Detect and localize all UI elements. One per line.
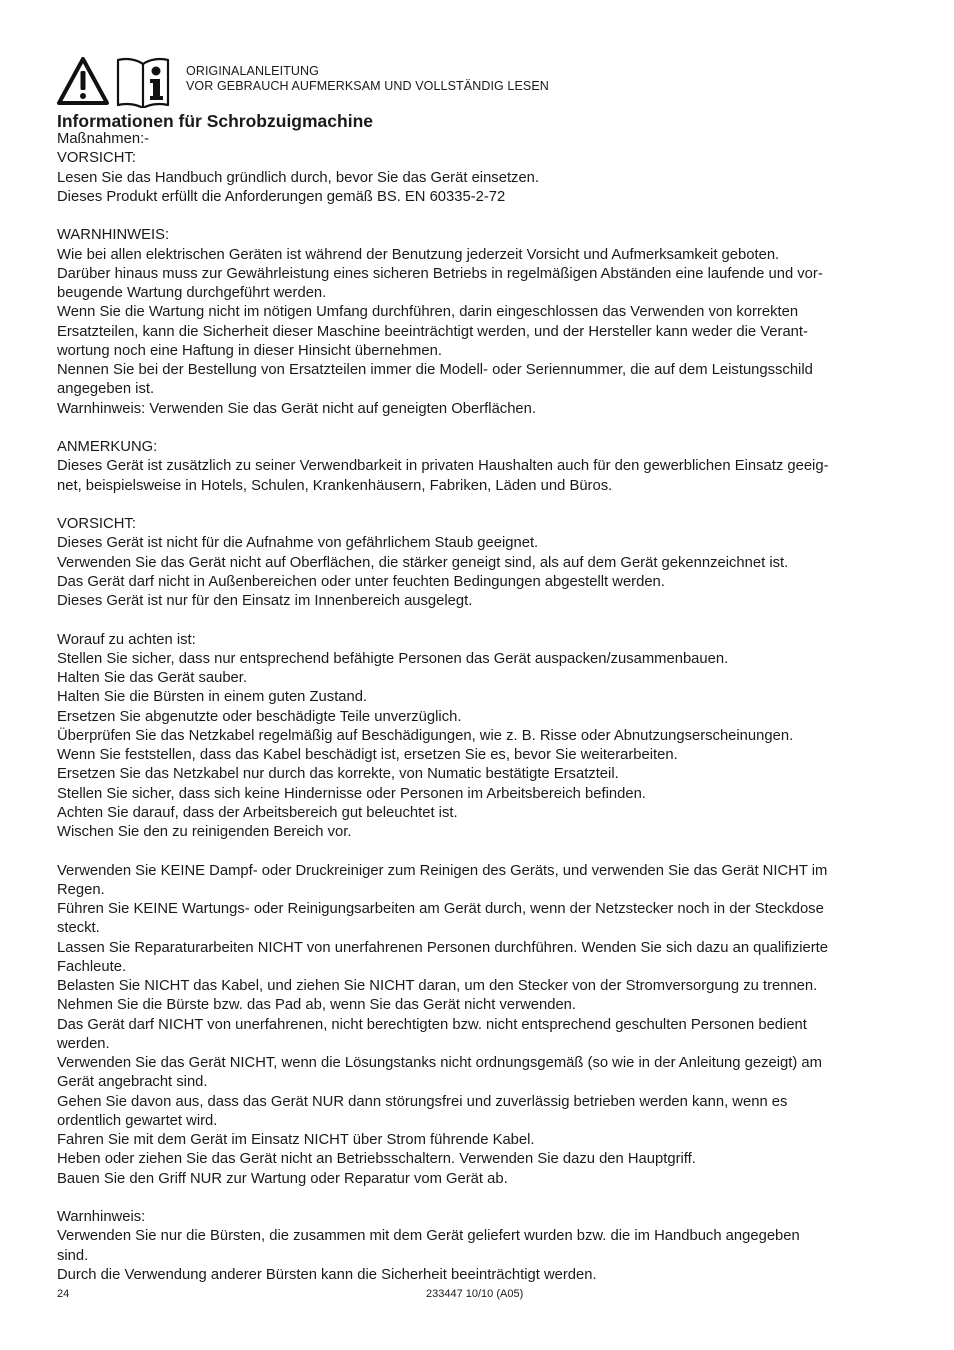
- text-line: Verwenden Sie das Gerät nicht auf Oberflächen, die stärker geneigt sind, als auf dem Gerät gekennzeichnet ist.: [57, 554, 789, 571]
- text-line: Warnhinweis: Verwenden Sie das Gerät nicht auf geneigten Oberflächen.: [57, 400, 536, 417]
- paragraph-gap: [57, 1189, 902, 1208]
- paragraph-gap: [57, 611, 902, 630]
- text-line: Regen.: [57, 881, 105, 898]
- manual-info-icon: [114, 56, 172, 108]
- text-line: Dieses Produkt erfüllt die Anforderungen gemäß BS. EN 60335-2-72: [57, 188, 506, 205]
- text-line: WARNHINWEIS:: [57, 227, 170, 244]
- text-line: Gehen Sie davon aus, dass das Gerät NUR dann störungsfrei und zuverlässig betrieben werden kann, wenn es: [57, 1093, 788, 1110]
- text-line: Heben oder ziehen Sie das Gerät nicht an Betriebsschaltern. Verwenden Sie dazu den Hauptgriff.: [57, 1151, 696, 1168]
- text-line: Verwenden Sie KEINE Dampf- oder Druckreiniger zum Reinigen des Geräts, und verwenden Sie das Gerät NICHT im: [57, 862, 828, 879]
- text-line: Durch die Verwendung anderer Bürsten kann die Sicherheit beeinträchtigt werden.: [57, 1266, 597, 1283]
- text-line: Wischen Sie den zu reinigenden Bereich vor.: [57, 824, 352, 840]
- text-line: Halten Sie das Gerät sauber.: [57, 670, 248, 686]
- text-line: Das Gerät darf NICHT von unerfahrenen, nicht berechtigten bzw. nicht entsprechend geschulten Personen bedient: [57, 1016, 807, 1033]
- text-line: Ersetzen Sie das Netzkabel nur durch das korrekte, von Numatic bestätigte Ersatzteil.: [57, 766, 619, 783]
- text-line: Dieses Gerät ist zusätzlich zu seiner Verwendbarkeit in privaten Haushalten auch für den gewerblichen Einsatz geeig-: [57, 458, 829, 475]
- text-line: Gerät angebracht sind.: [57, 1074, 208, 1091]
- text-line: Lassen Sie Reparaturarbeiten NICHT von unerfahrenen Personen durchführen. Wenden Sie sich dazu an qualifizierte: [57, 939, 828, 956]
- text-line: Warnhinweis:: [57, 1209, 146, 1225]
- text-line: Stellen Sie sicher, dass sich keine Hindernisse oder Personen im Arbeitsbereich befinden.: [57, 785, 646, 802]
- text-line: Nehmen Sie die Bürste bzw. das Pad ab, wenn Sie das Gerät nicht verwenden.: [57, 997, 577, 1014]
- text-line: Achten Sie darauf, dass der Arbeitsbereich gut beleuchtet ist.: [57, 804, 458, 821]
- text-line: Dieses Gerät ist nur für den Einsatz im Innenbereich ausgelegt.: [57, 593, 473, 609]
- text-line: angegeben ist.: [57, 381, 155, 398]
- text-line: VORSICHT:: [57, 150, 136, 167]
- paragraph-gap: [57, 419, 902, 438]
- text-line: Fachleute.: [57, 958, 127, 975]
- header-line-1: ORIGINALANLEITUNG: [186, 64, 319, 78]
- instructions-body: [57, 130, 902, 1285]
- page-number: 24: [57, 1288, 70, 1300]
- text-line: Nennen Sie bei der Bestellung von Ersatzteilen immer die Modell- oder Seriennummer, die auf dem Leistungsschild: [57, 362, 813, 378]
- text-line: Überprüfen Sie das Netzkabel regelmäßig auf Beschädigungen, wie z. B. Risse oder Abnutzungserscheinungen.: [57, 727, 794, 744]
- text-line: beugende Wartung durchgeführt werden.: [57, 285, 327, 301]
- paragraph-gap: [57, 842, 902, 861]
- header-notice: [186, 64, 686, 94]
- text-line: VORSICHT:: [57, 516, 136, 532]
- header-line-2: VOR GEBRAUCH AUFMERKSAM UND VOLLSTÄNDIG LESEN: [186, 79, 549, 93]
- text-line: Halten Sie die Bürsten in einem guten Zustand.: [57, 689, 368, 706]
- text-line: Bauen Sie den Griff NUR zur Wartung oder Reparatur vom Gerät ab.: [57, 1170, 508, 1187]
- document-code: 233447 10/10 (A05): [426, 1288, 524, 1300]
- text-line: Verwenden Sie das Gerät NICHT, wenn die Lösungstanks nicht ordnungsgemäß (so wie in der Anleitung gezeigt) am: [57, 1055, 822, 1071]
- text-line: Wenn Sie die Wartung nicht im nötigen Umfang durchführen, darin eingeschlossen das Verwenden von korrekten: [57, 304, 799, 321]
- warning-triangle-icon: [56, 56, 110, 106]
- text-line: Belasten Sie NICHT das Kabel, und ziehen Sie NICHT daran, um den Stecker von der Stromversorgung zu trennen.: [57, 978, 818, 994]
- text-line: Wie bei allen elektrischen Geräten ist während der Benutzung jederzeit Vorsicht und Aufmerksamkeit geboten.: [57, 246, 780, 263]
- text-line: Ersetzen Sie abgenutzte oder beschädigte Teile unverzüglich.: [57, 708, 462, 725]
- text-line: steckt.: [57, 920, 100, 937]
- page-title: Informationen für Schrobzuigmachine: [57, 111, 373, 131]
- text-line: Wenn Sie feststellen, dass das Kabel beschädigt ist, ersetzen Sie es, bevor Sie weiterarbeiten.: [57, 747, 678, 763]
- text-line: ANMERKUNG:: [57, 439, 158, 455]
- text-line: ordentlich gewartet wird.: [57, 1112, 218, 1129]
- paragraph-gap: [57, 496, 902, 515]
- text-line: Ersatzteilen, kann die Sicherheit dieser Maschine beeinträchtigt werden, und der Hersteller kann weder die Verant-: [57, 323, 808, 340]
- text-line: net, beispielsweise in Hotels, Schulen, Krankenhäusern, Fabriken, Läden und Büros.: [57, 477, 613, 494]
- text-line: Stellen Sie sicher, dass nur entsprechend befähigte Personen das Gerät auspacken/zusammenbauen.: [57, 650, 729, 667]
- text-line: Maßnahmen:-: [57, 131, 150, 147]
- text-line: sind.: [57, 1247, 89, 1264]
- text-line: werden.: [57, 1035, 110, 1052]
- text-line: wortung noch eine Haftung in dieser Hinsicht übernehmen.: [57, 342, 442, 359]
- text-line: Verwenden Sie nur die Bürsten, die zusammen mit dem Gerät geliefert wurden bzw. die im Handbuch angegeben: [57, 1228, 800, 1245]
- text-line: Darüber hinaus muss zur Gewährleistung eines sicheren Betriebs in regelmäßigen Abständen eine laufende und vor-: [57, 265, 823, 282]
- text-line: Dieses Gerät ist nicht für die Aufnahme von gefährlichem Staub geeignet.: [57, 535, 539, 552]
- text-line: Worauf zu achten ist:: [57, 631, 196, 648]
- text-line: Fahren Sie mit dem Gerät im Einsatz NICHT über Strom führende Kabel.: [57, 1132, 535, 1148]
- text-line: Führen Sie KEINE Wartungs- oder Reinigungsarbeiten am Gerät durch, wenn der Netzstecker noch in der Steckdose: [57, 901, 824, 917]
- text-line: Lesen Sie das Handbuch gründlich durch, bevor Sie das Gerät einsetzen.: [57, 169, 540, 186]
- paragraph-gap: [57, 207, 902, 226]
- text-line: Das Gerät darf nicht in Außenbereichen oder unter feuchten Bedingungen abgestellt werden.: [57, 573, 665, 590]
